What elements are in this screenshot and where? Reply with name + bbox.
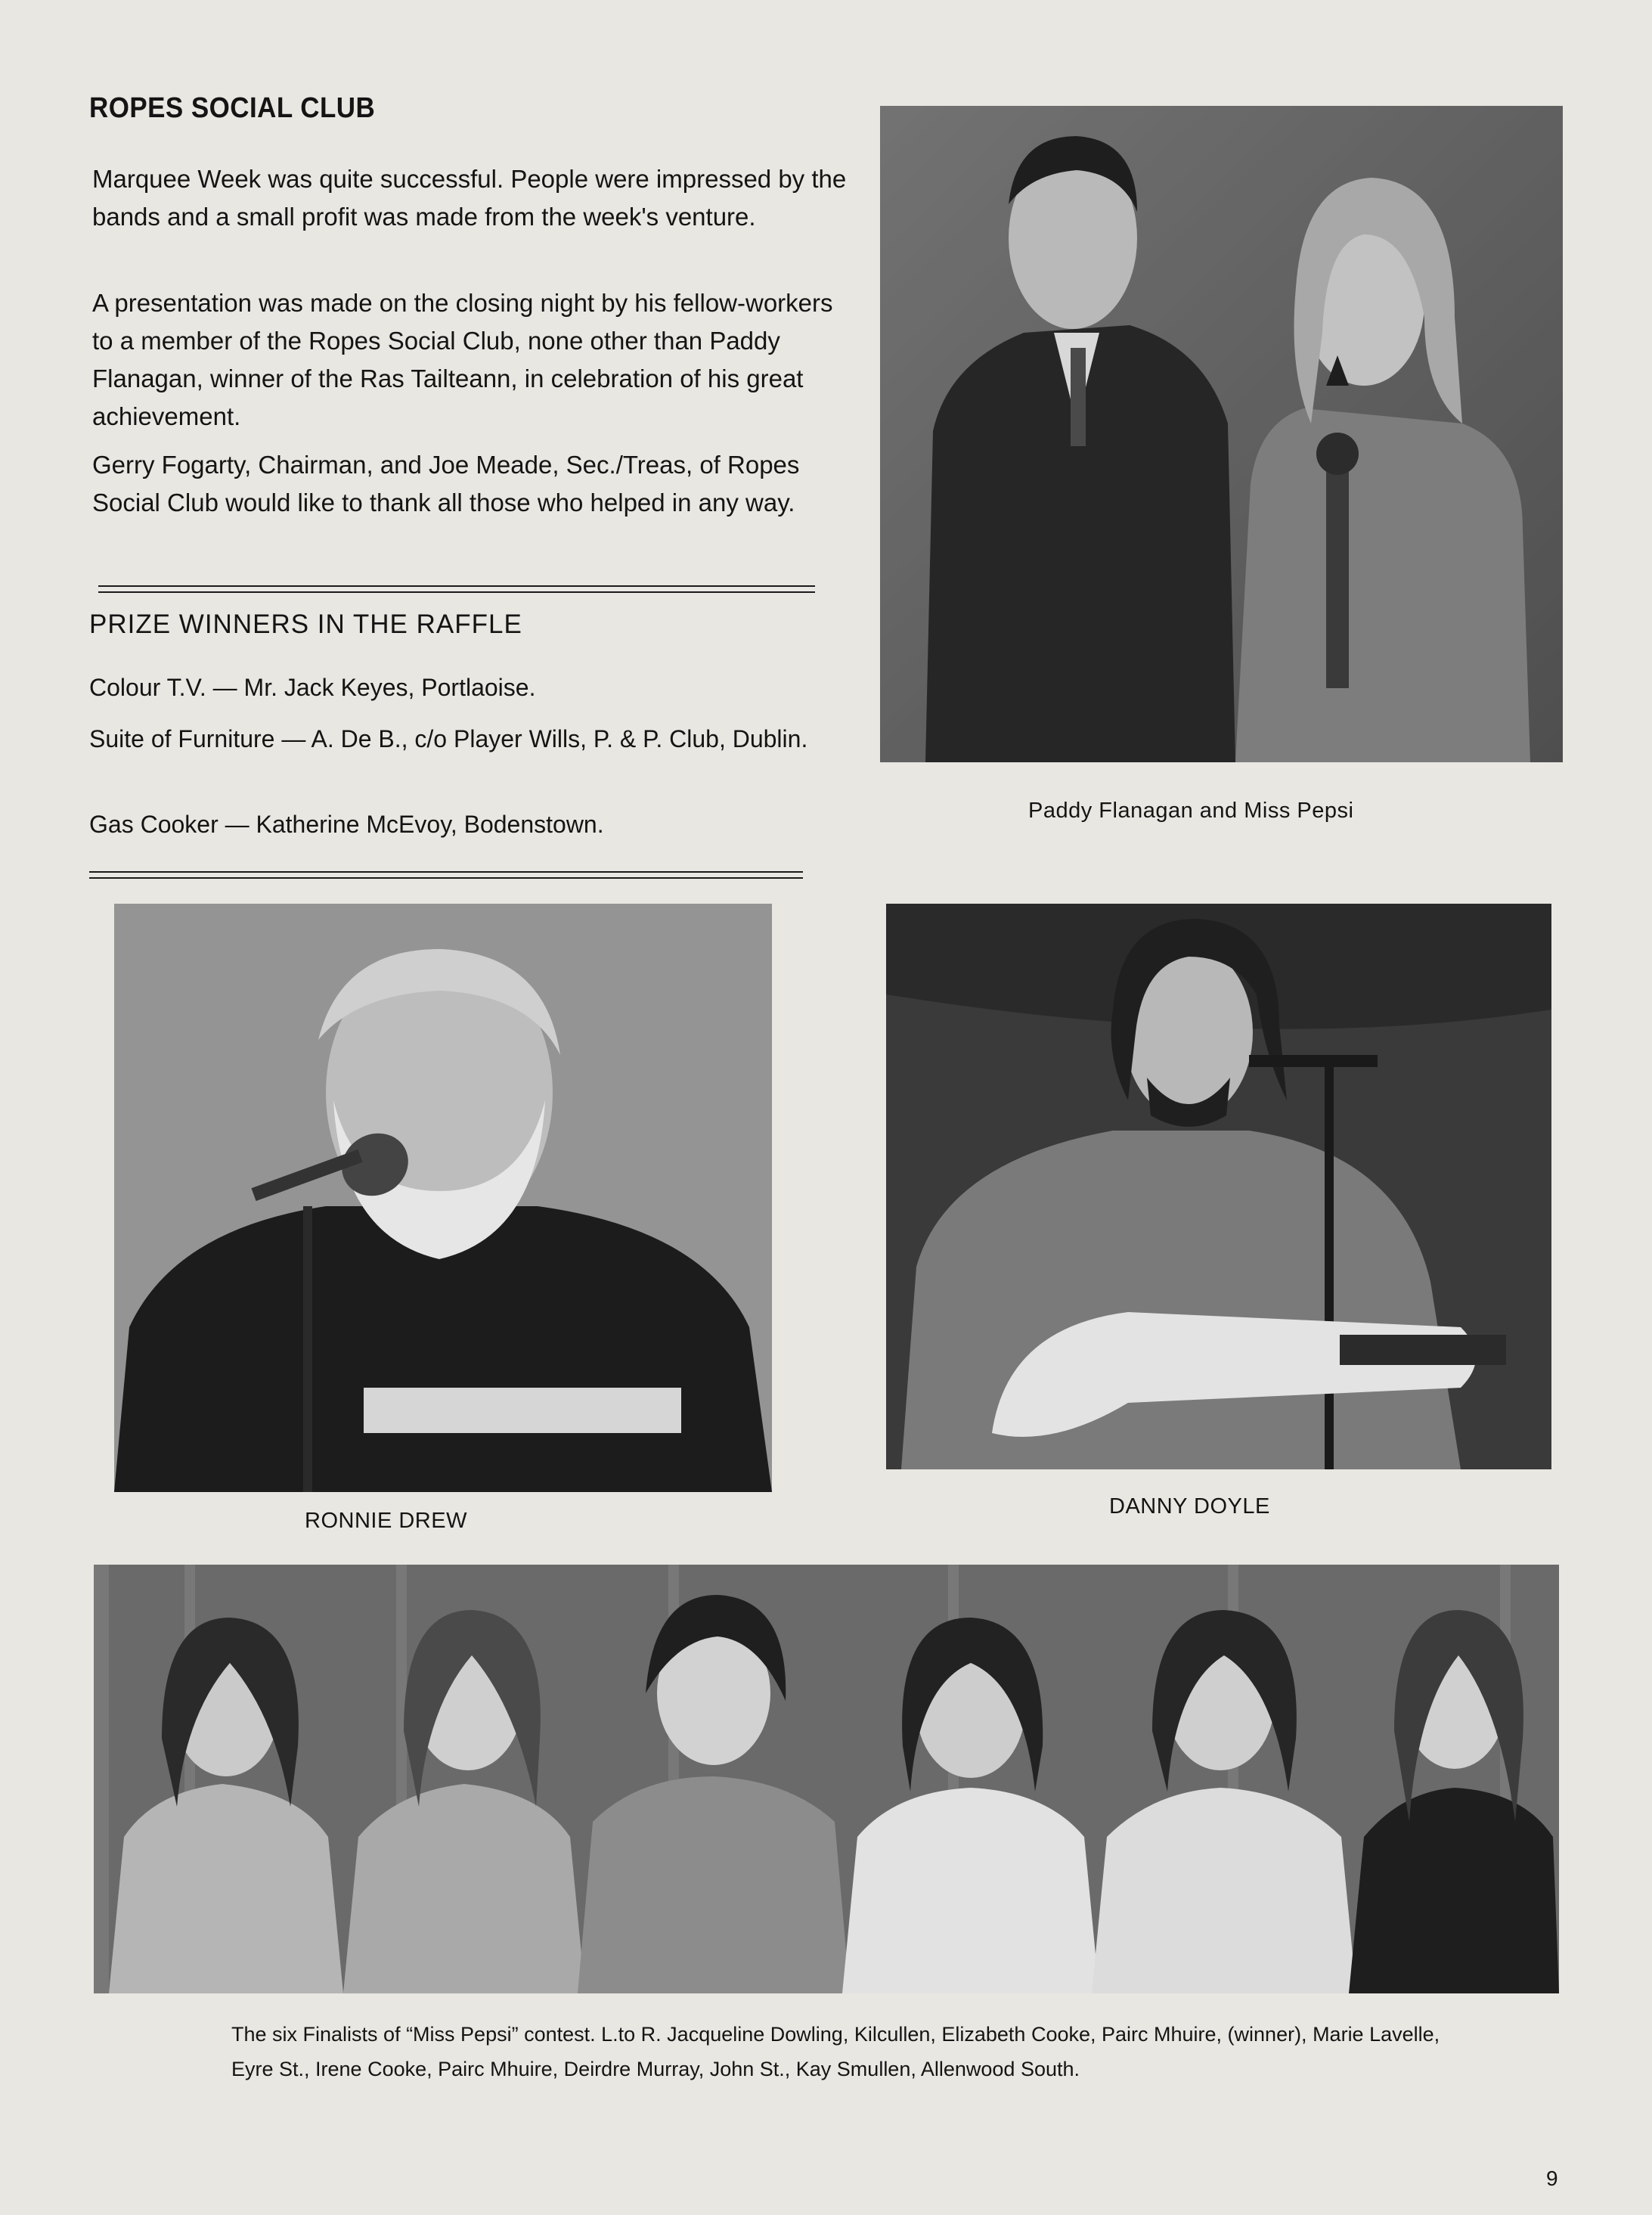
caption-danny-doyle: DANNY DOYLE: [1109, 1494, 1270, 1519]
divider-top-a: [98, 585, 815, 587]
page-number: 9: [1546, 2167, 1558, 2190]
photo-miss-pepsi-finalists: [94, 1565, 1559, 1993]
article-paragraph-2: A presentation was made on the closing night by his fellow-workers to a member of the Ropes Social Club, none other than Paddy Flanagan, winner of the Ras Tailteann, in celebration of his great achievement.: [92, 289, 833, 430]
caption-finalists: The six Finalists of “Miss Pepsi” contest. L.to R. Jacqueline Dowling, Kilcullen, Elizabeth Cooke, Pairc Mhuire, (winner), Marie Lavelle, Eyre St., Irene Cooke, Pairc Mhuire, Deirdre Murray, John St., Kay Smullen, Allenwood South.: [231, 2023, 1440, 2080]
prize-item-furniture: Suite of Furniture — A. De B., c/o Player Wills, P. & P. Club, Dublin.: [89, 725, 808, 752]
photo-danny-doyle: [886, 904, 1551, 1469]
caption-flanagan: Paddy Flanagan and Miss Pepsi: [1028, 799, 1354, 823]
raffle-heading: PRIZE WINNERS IN THE RAFFLE: [89, 610, 522, 639]
divider-bottom-a: [89, 871, 803, 873]
divider-bottom-b: [89, 877, 803, 879]
divider-top-b: [98, 591, 815, 593]
photo-flanagan-miss-pepsi: [880, 106, 1563, 762]
caption-ronnie-drew: RONNIE DREW: [305, 1509, 467, 1533]
article-heading: ROPES SOCIAL CLUB: [89, 92, 376, 124]
article-paragraph-3: Gerry Fogarty, Chairman, and Joe Meade, Sec./Treas, of Ropes Social Club would like to thank all those who helped in any way.: [92, 451, 800, 517]
prize-item-tv: Colour T.V. — Mr. Jack Keyes, Portlaoise.: [89, 674, 536, 701]
prize-item-cooker: Gas Cooker — Katherine McEvoy, Bodenstown.: [89, 811, 604, 838]
photo-ronnie-drew: [114, 904, 772, 1492]
article-paragraph-1: Marquee Week was quite successful. People were impressed by the bands and a small profit was made from the week's venture.: [92, 165, 847, 231]
